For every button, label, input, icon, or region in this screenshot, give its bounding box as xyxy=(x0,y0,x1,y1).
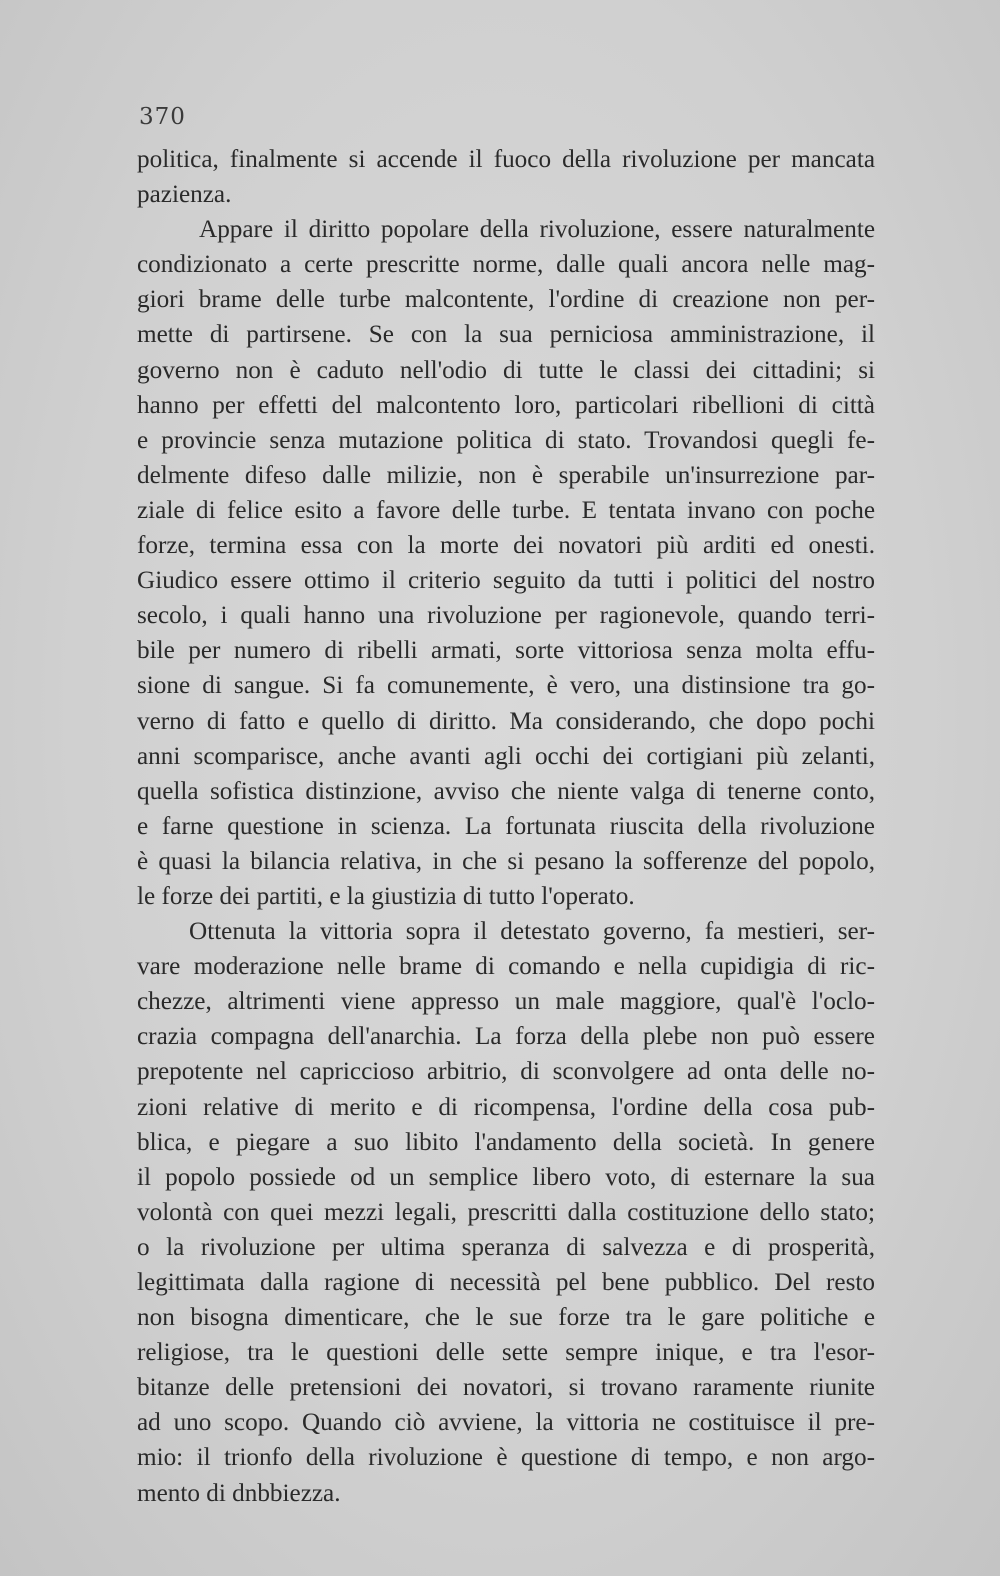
text-line: volontà con quei mezzi legali, prescritti dalla costituzione dello stato; xyxy=(137,1198,875,1226)
text-line: religiose, tra le questioni delle sette sempre inique, e tra l'esor- xyxy=(137,1339,875,1367)
text-line: Ottenuta la vittoria sopra il detestato governo, fa mestieri, ser- xyxy=(189,918,875,946)
text-line: zioni relative di merito e di ricompensa, l'ordine della cosa pub- xyxy=(137,1093,875,1121)
text-line: o la rivoluzione per ultima speranza di salvezza e di prosperità, xyxy=(137,1233,875,1261)
text-line: delmente difeso dalle milizie, non è sperabile un'insurrezione par- xyxy=(137,461,875,489)
text-line: mette di partirsene. Se con la sua perniciosa amministrazione, il xyxy=(137,321,875,349)
text-line: e farne questione in scienza. La fortunata riuscita della rivoluzione xyxy=(137,812,875,840)
text-line: politica, finalmente si accende il fuoco della rivoluzione per mancata xyxy=(137,146,875,173)
text-line: forze, termina essa con la morte dei novatori più arditi ed onesti. xyxy=(137,532,875,560)
text-line: vare moderazione nelle brame di comando e nella cupidigia di ric- xyxy=(137,953,875,981)
text-line: pazienza. xyxy=(137,181,232,209)
text-line: hanno per effetti del malcontento loro, particolari ribellioni di città xyxy=(137,391,875,419)
page-number: 370 xyxy=(139,104,186,130)
text-line: e provincie senza mutazione politica di stato. Trovandosi quegli fe- xyxy=(137,426,875,454)
text-line: le forze dei partiti, e la giustizia di tutto l'operato. xyxy=(137,882,635,910)
text-line: ziale di felice esito a favore delle turbe. E tentata invano con poche xyxy=(137,496,875,524)
text-line: mio: il trionfo della rivoluzione è questione di tempo, e non argo- xyxy=(137,1444,875,1472)
text-line: sione di sangue. Si fa comunemente, è vero, una distinsione tra go- xyxy=(137,672,875,700)
text-line: il popolo possiede od un semplice libero voto, di esternare la sua xyxy=(137,1163,875,1191)
text-line: chezze, altrimenti viene appresso un male maggiore, qual'è l'oclo- xyxy=(137,988,875,1016)
text-line: quella sofistica distinzione, avviso che niente valga di tenerne conto, xyxy=(137,777,875,805)
text-line: bitanze delle pretensioni dei novatori, si trovano raramente riunite xyxy=(137,1374,875,1402)
text-line: condizionato a certe prescritte norme, dalle quali ancora nelle mag- xyxy=(137,251,875,279)
text-line: Giudico essere ottimo il criterio seguito da tutti i politici del nostro xyxy=(137,567,875,595)
text-line: secolo, i quali hanno una rivoluzione per ragionevole, quando terri- xyxy=(137,602,875,630)
text-line: è quasi la bilancia relativa, in che si pesano la sofferenze del popolo, xyxy=(137,847,875,875)
text-line: Appare il diritto popolare della rivoluzione, essere naturalmente xyxy=(199,216,875,244)
text-line: prepotente nel capriccioso arbitrio, di sconvolgere ad onta delle no- xyxy=(137,1058,875,1086)
text-line: blica, e piegare a suo libito l'andamento della società. In genere xyxy=(137,1128,875,1156)
body-text xyxy=(137,142,875,1511)
text-line: legittimata dalla ragione di necessità pel bene pubblico. Del resto xyxy=(137,1269,875,1296)
text-line: anni scomparisce, anche avanti agli occhi dei cortigiani più zelanti, xyxy=(137,742,875,770)
text-line: crazia compagna dell'anarchia. La forza della plebe non può essere xyxy=(137,1023,875,1051)
text-line: mento di dnbbiezza. xyxy=(137,1479,341,1507)
text-line: non bisogna dimenticare, che le sue forze tra le gare politiche e xyxy=(137,1304,875,1332)
text-line: governo non è caduto nell'odio di tutte le classi dei cittadini; si xyxy=(137,356,875,384)
text-line: bile per numero di ribelli armati, sorte vittoriosa senza molta effu- xyxy=(137,637,875,665)
text-line: verno di fatto e quello di diritto. Ma considerando, che dopo pochi xyxy=(137,707,875,735)
text-line: giori brame delle turbe malcontente, l'ordine di creazione non per- xyxy=(137,286,875,314)
text-line: ad uno scopo. Quando ciò avviene, la vittoria ne costituisce il pre- xyxy=(137,1409,875,1437)
